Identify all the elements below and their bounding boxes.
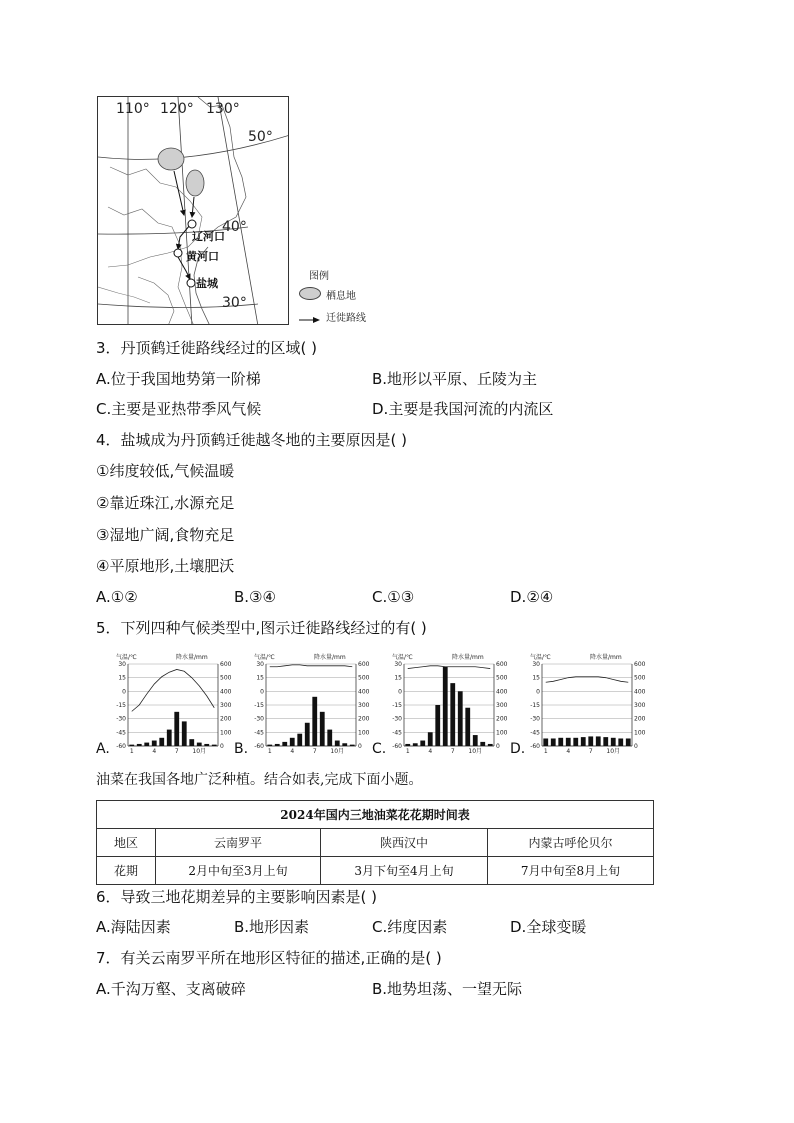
chart-svg	[388, 652, 512, 756]
lon-label: 110°	[116, 101, 150, 117]
table-cell: 地区	[97, 829, 156, 857]
precip-tick-label: 0	[496, 743, 500, 750]
precip-bar	[312, 697, 317, 746]
table-cell: 云南罗平	[156, 829, 321, 857]
precip-tick-label: 500	[220, 674, 232, 682]
temp-tick-label: -15	[392, 702, 402, 709]
legend-habitat-label: 栖息地	[326, 291, 356, 302]
meridian-line	[178, 97, 192, 325]
city-marker	[174, 249, 182, 257]
month-tick-label: 4	[428, 748, 433, 755]
precip-bar	[618, 738, 623, 746]
option-a[interactable]: A.位于我国地势第一阶梯	[96, 370, 261, 388]
precip-bar	[465, 708, 470, 746]
precip-bar	[350, 745, 355, 746]
precip-bar	[581, 737, 586, 746]
temp-line	[270, 665, 353, 667]
city-label: 辽河口	[192, 230, 225, 243]
habitat-area	[158, 148, 184, 170]
precip-tick-label: 400	[220, 688, 232, 696]
precip-bar	[159, 738, 164, 746]
month-tick-label: 4	[152, 748, 157, 755]
question-3-stem: 3．丹顶鹤迁徙路线经过的区域( )	[96, 339, 318, 357]
month-tick-label: 7	[588, 748, 593, 755]
precip-axis-label: 降水量/mm	[590, 654, 622, 661]
precip-tick-label: 0	[634, 743, 638, 750]
option-b[interactable]: B.	[234, 741, 249, 757]
question-6-stem: 6．导致三地花期差异的主要影响因素是( )	[96, 888, 378, 906]
month-tick-label: 10月	[330, 748, 345, 755]
precip-tick-label: 0	[220, 743, 224, 750]
arrow-icon	[299, 309, 321, 317]
temp-tick-label: 30	[532, 661, 540, 668]
precip-tick-label: 400	[496, 688, 508, 696]
month-tick-label: 10月	[468, 748, 483, 755]
option-d[interactable]: D.主要是我国河流的内流区	[372, 400, 554, 418]
precip-bar	[543, 738, 548, 746]
table-title: 2024年国内三地油菜花花期时间表	[97, 801, 654, 829]
temp-tick-label: -15	[254, 702, 264, 709]
statement-item: ①纬度较低,气候温暖	[96, 462, 235, 480]
month-tick-label: 1	[405, 748, 410, 755]
climate-chart-a	[112, 652, 236, 756]
temp-tick-label: 30	[118, 661, 126, 668]
precip-bar	[420, 741, 425, 746]
climate-chart-b	[250, 652, 374, 756]
temp-tick-label: -60	[392, 743, 402, 750]
precip-tick-label: 200	[358, 715, 370, 723]
precip-bar	[596, 736, 601, 746]
precip-tick-label: 300	[220, 702, 232, 709]
option-b[interactable]: B.③④	[234, 588, 276, 606]
precip-bar	[626, 738, 631, 746]
option-b[interactable]: B.地势坦荡、一望无际	[372, 980, 523, 998]
table-cell: 7月中旬至8月上旬	[488, 857, 654, 885]
temp-axis-label: 气温/℃	[254, 654, 275, 661]
option-a[interactable]: A.	[96, 741, 110, 757]
precip-bar	[458, 691, 463, 746]
table-row	[97, 829, 654, 857]
city-label: 黄河口	[186, 250, 219, 263]
lat-label: 30°	[222, 295, 247, 311]
temp-tick-label: 0	[536, 688, 540, 696]
precip-bar	[428, 732, 433, 746]
option-c[interactable]: C.①③	[372, 588, 415, 606]
option-a[interactable]: A.千沟万壑、支离破碎	[96, 980, 246, 998]
precip-bar	[405, 744, 410, 746]
temp-axis-label: 气温/℃	[530, 654, 551, 661]
temp-tick-label: -30	[530, 715, 540, 723]
temp-tick-label: 30	[394, 661, 402, 668]
option-d[interactable]: D.②④	[510, 588, 554, 606]
chart-svg	[112, 652, 236, 756]
precip-bar	[189, 739, 194, 746]
precip-tick-label: 100	[220, 729, 232, 737]
option-b[interactable]: B.地形以平原、丘陵为主	[372, 370, 538, 388]
precip-bar	[558, 738, 563, 746]
lon-label: 120°	[160, 101, 194, 117]
precip-bar	[335, 741, 340, 746]
climate-chart-c	[388, 652, 512, 756]
chart-svg	[250, 652, 374, 756]
route-arrow	[174, 171, 184, 215]
precip-axis-label: 降水量/mm	[452, 654, 484, 661]
precip-tick-label: 300	[358, 702, 370, 709]
temp-axis-label: 气温/℃	[392, 654, 413, 661]
temp-tick-label: -45	[392, 729, 402, 737]
precip-bar	[144, 743, 149, 746]
lat-label: 50°	[248, 129, 273, 145]
precip-tick-label: 500	[634, 674, 646, 682]
precip-bar	[611, 738, 616, 746]
legend-habitat-swatch	[299, 287, 321, 300]
precip-tick-label: 200	[220, 715, 232, 723]
temp-tick-label: -60	[530, 743, 540, 750]
precip-tick-label: 600	[496, 661, 508, 668]
temp-tick-label: -45	[116, 729, 126, 737]
table-cell: 内蒙古呼伦贝尔	[488, 829, 654, 857]
precip-axis-label: 降水量/mm	[176, 654, 208, 661]
precip-bar	[137, 744, 142, 746]
precip-tick-label: 100	[358, 729, 370, 737]
precip-bar	[290, 738, 295, 746]
precip-bar	[212, 745, 217, 746]
temp-tick-label: -60	[254, 743, 264, 750]
precip-bar	[588, 736, 593, 746]
precip-bar	[473, 735, 478, 746]
option-a[interactable]: A.海陆因素	[96, 918, 171, 936]
table-cell: 3月下旬至4月上旬	[321, 857, 488, 885]
precip-bar	[488, 744, 493, 746]
table-cell: 花期	[97, 857, 156, 885]
flowering-table	[96, 800, 654, 885]
option-d[interactable]: D.	[510, 741, 526, 757]
precip-bar	[413, 743, 418, 746]
intro-text: 油菜在我国各地广泛种植。结合如表,完成下面小题。	[96, 772, 423, 788]
precip-bar	[443, 667, 448, 746]
table-cell: 陕西汉中	[321, 829, 488, 857]
precip-tick-label: 300	[496, 702, 508, 709]
precip-tick-label: 600	[220, 661, 232, 668]
temp-tick-label: 15	[394, 674, 402, 682]
migration-map	[97, 96, 289, 325]
precip-bar	[305, 723, 310, 746]
precip-tick-label: 200	[496, 715, 508, 723]
temp-tick-label: -30	[116, 715, 126, 723]
temp-tick-label: 15	[256, 674, 264, 682]
month-tick-label: 10月	[606, 748, 621, 755]
temp-tick-label: 30	[256, 661, 264, 668]
temp-line	[408, 666, 491, 669]
precip-bar	[342, 743, 347, 746]
temp-tick-label: 0	[260, 688, 264, 696]
legend-route-label: 迁徙路线	[326, 313, 366, 324]
precip-bar	[297, 734, 302, 746]
precip-bar	[152, 741, 157, 746]
precip-bar	[204, 744, 209, 746]
month-tick-label: 1	[267, 748, 272, 755]
city-marker	[187, 279, 195, 287]
month-tick-label: 7	[312, 748, 317, 755]
precip-tick-label: 600	[358, 661, 370, 668]
precip-bar	[167, 730, 172, 746]
precip-bar	[435, 705, 440, 746]
month-tick-label: 4	[566, 748, 571, 755]
temp-tick-label: -45	[530, 729, 540, 737]
question-5-stem: 5．下列四种气候类型中,图示迁徙路线经过的有( )	[96, 619, 427, 637]
month-tick-label: 10月	[192, 748, 207, 755]
temp-tick-label: 15	[118, 674, 126, 682]
precip-tick-label: 300	[634, 702, 646, 709]
lat-label: 40°	[222, 219, 247, 235]
option-a[interactable]: A.①②	[96, 588, 138, 606]
month-tick-label: 1	[129, 748, 134, 755]
legend-title: 图例	[309, 271, 329, 282]
habitat-area	[186, 170, 204, 196]
city-label: 盐城	[196, 277, 218, 290]
temp-axis-label: 气温/℃	[116, 654, 137, 661]
temp-tick-label: -30	[254, 715, 264, 723]
precip-tick-label: 400	[634, 688, 646, 696]
precip-bar	[197, 743, 202, 746]
route-arrow	[192, 197, 194, 217]
precip-bar	[551, 738, 556, 746]
precip-bar	[573, 738, 578, 746]
statement-item: ②靠近珠江,水源充足	[96, 494, 235, 512]
lon-label: 130°	[206, 101, 240, 117]
month-tick-label: 7	[174, 748, 179, 755]
precip-bar	[267, 745, 272, 746]
temp-tick-label: 15	[532, 674, 540, 682]
precip-tick-label: 100	[634, 729, 646, 737]
option-c[interactable]: C.主要是亚热带季风气候	[96, 400, 262, 418]
precip-tick-label: 400	[358, 688, 370, 696]
precip-tick-label: 500	[358, 674, 370, 682]
temp-tick-label: 0	[122, 688, 126, 696]
temp-tick-label: -45	[254, 729, 264, 737]
precip-bar	[282, 742, 287, 746]
temp-tick-label: -15	[530, 702, 540, 709]
precip-tick-label: 200	[634, 715, 646, 723]
question-4-stem: 4．盐城成为丹顶鹤迁徙越冬地的主要原因是( )	[96, 431, 408, 449]
option-b[interactable]: B.地形因素	[234, 918, 310, 936]
temp-tick-label: -30	[392, 715, 402, 723]
table-cell: 2月中旬至3月上旬	[156, 857, 321, 885]
precip-bar	[320, 712, 325, 746]
temp-tick-label: 0	[398, 688, 402, 696]
precip-bar	[566, 738, 571, 746]
table-row	[97, 857, 654, 885]
statement-item: ④平原地形,土壤肥沃	[96, 557, 235, 575]
precip-axis-label: 降水量/mm	[314, 654, 346, 661]
precip-bar	[480, 742, 485, 746]
month-tick-label: 1	[543, 748, 548, 755]
option-d[interactable]: D.全球变暖	[510, 918, 587, 936]
precip-tick-label: 0	[358, 743, 362, 750]
precip-bar	[450, 683, 455, 746]
option-c[interactable]: C.纬度因素	[372, 918, 448, 936]
statement-item: ③湿地广阔,食物充足	[96, 526, 235, 544]
chart-svg	[526, 652, 650, 756]
precip-bar	[182, 721, 187, 746]
precip-tick-label: 100	[496, 729, 508, 737]
precip-bar	[327, 730, 332, 746]
month-tick-label: 4	[290, 748, 295, 755]
precip-bar	[275, 744, 280, 746]
month-tick-label: 7	[450, 748, 455, 755]
precip-tick-label: 500	[496, 674, 508, 682]
temp-tick-label: -60	[116, 743, 126, 750]
precip-bar	[129, 745, 134, 746]
temp-tick-label: -15	[116, 702, 126, 709]
precip-bar	[174, 712, 179, 746]
question-7-stem: 7．有关云南罗平所在地形区特征的描述,正确的是( )	[96, 949, 442, 967]
precip-tick-label: 600	[634, 661, 646, 668]
climate-chart-d	[526, 652, 650, 756]
city-marker	[188, 220, 196, 228]
option-c[interactable]: C.	[372, 741, 387, 757]
precip-bar	[603, 737, 608, 746]
